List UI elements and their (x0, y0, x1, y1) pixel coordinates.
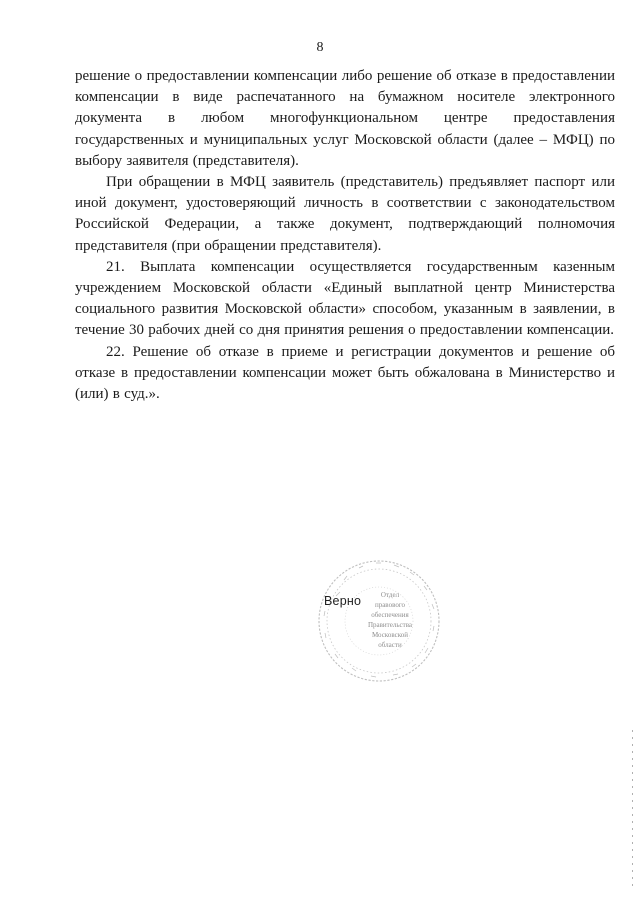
paragraph-22-appeal: 22. Решение об отказе в приеме и регистрации документов и решение об отказе в предоставлении компенсации может быть обжалована в Министерство и (или) в суд.». (75, 343, 615, 403)
document-body (75, 66, 615, 405)
stamp-line: Московской (371, 631, 409, 639)
scan-margin-marks (631, 730, 634, 890)
official-stamp (314, 556, 444, 686)
stamp-inner-text (358, 590, 422, 650)
paragraph-mfc-documents: При обращении в МФЦ заявитель (представитель) предъявляет паспорт или иной документ, удостоверяющий личность в соответствии с законодательством Российской Федерации, а также документ, подтверждающий полномочия представителя (при обращении представителя). (75, 174, 615, 254)
stamp-line: Правительства (367, 621, 413, 629)
stamp-verified-label: Верно (324, 594, 362, 608)
stamp-line: области (378, 641, 402, 649)
stamp-line: обеспечения (371, 611, 409, 619)
stamp-line: Отдел (380, 591, 400, 599)
paragraph-21-payment: 21. Выплата компенсации осуществляется государственным казенным учреждением Московской области «Единый выплатной центр Министерства социального развития Московской области» способом, указанным в заявлении, в течение 30 рабочих дней со дня принятия решения о предоставлении компенсации. (75, 258, 615, 339)
stamp-line: правового (374, 601, 406, 609)
page-number: 8 (316, 40, 324, 55)
paragraph-decision-delivery: решение о предоставлении компенсации либо решение об отказе в предоставлении компенсации в виде распечатанного на бумажном носителе электронного документа в любом многофункциональном центре предоставления государственных и муниципальных услуг Московской области (далее – МФЦ) по выбору заявителя (представителя). (75, 68, 615, 169)
